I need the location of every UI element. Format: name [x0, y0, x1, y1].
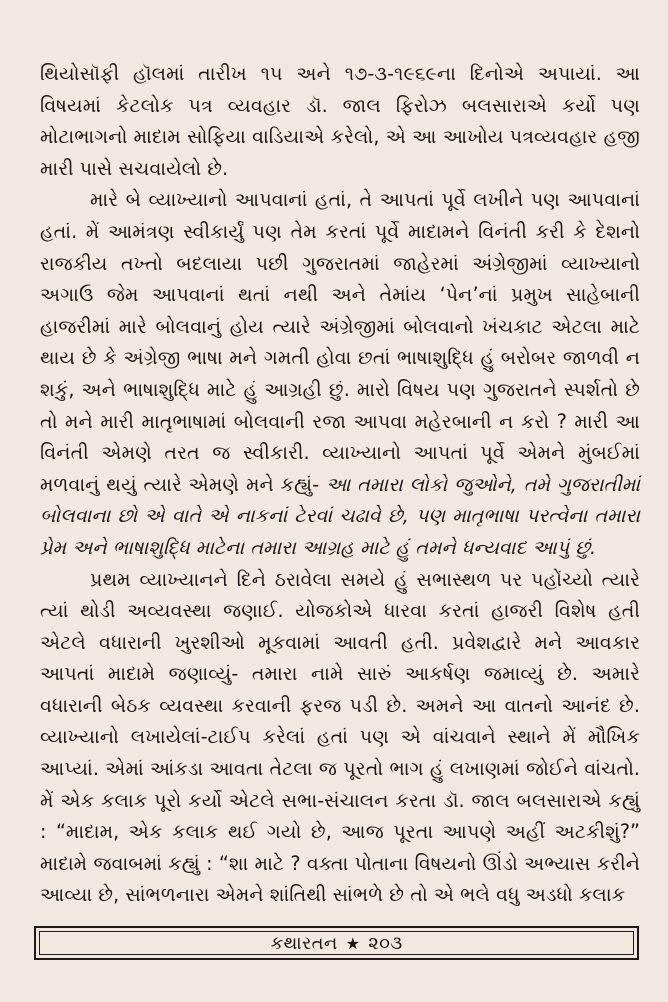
paragraph-2-text: મારે બે વ્યાખ્યાનો આપવાનાં હતાં, તે આપતાં પૂર્વે લખીને પણ આપવાનાં હતાં. મેં આમંત્રણ સ્વીકાર્યું પણ તેમ કરતાં પૂર્વે માદામને વિનંતી કરી કે દેશનો રાજકીય તખ્તો બદલાયા પછી ગુજરાતમાં જાહેરમાં અંગ્રેજીમાં વ્યાખ્યાનો અગાઉ જેમ આપવાનાં થતાં નથી અને તેમાંય ‘પેન’નાં પ્રમુખ સાહેબાની હાજરીમાં મારે બોલવાનું હોય ત્યારે અંગ્રેજીમાં બોલવાનો ખંચકાટ એટલા માટે થાય છે કે અંગ્રેજી ભાષા મને ગમતી હોવા છતાં ભાષાશુદ્ધિ હું બરોબર જાળવી ન શકું, અને ભાષાશુદ્ધિ માટે હું આગ્રહી છું. મારો વિષય પણ ગુજરાતને સ્પર્શતો છે તો મને મારી માતૃભાષામાં બોલવાની રજા આપવા મહેરબાની ન કરો ? મારી આ વિનંતી એમણે તરત જ સ્વીકારી. વ્યાખ્યાનો આપતાં પૂર્વે એમને મુંબઈમાં મળવાનું થયું ત્યારે એમણે મને કહ્યું- [40, 188, 640, 496]
page-footer [34, 926, 639, 960]
paragraph-1-text: થિયોસૉફી હૉલમાં તારીખ ૧૫ અને ૧૭-૩-૧૯૬૯ના દિનોએ અપાયાં. આ વિષયમાં કેટલોક પત્ર વ્યવહાર ડૉ. જાલ ફિરોઝ બલસારાએ કર્યો પણ મોટાભાગનો માદામ સોફિયા વાડિયાએ કરેલો, એ આ આખોય પત્રવ્યવહાર હજી મારી પાસે સચવાયેલો છે. [40, 62, 640, 180]
star-icon: ★ [345, 933, 361, 953]
paragraph-2-quote: આ તમારા લોકો જુઓને, તમે ગુજરાતીમાં બોલવાના છો એ વાતે એ નાકનાં ટેરવાં ચઢાવે છે, પણ માતૃભાષા પરત્વેના તમારા પ્રેમ અને ભાષાશુદ્ધિ માટેના તમારા આગ્રહ માટે હું તમને ધન્યવાદ આપું છું. [40, 472, 641, 559]
footer-book-title: કથારતન [270, 932, 338, 954]
paragraph-3 [40, 564, 640, 912]
paragraph-2 [40, 184, 640, 563]
footer-inner-box [39, 931, 634, 955]
page-body-text [40, 58, 640, 911]
paragraph-3-text: પ્રથમ વ્યાખ્યાનને દિને ઠરાવેલા સમયે હું સભાસ્થળ પર પહોંચ્યો ત્યારે ત્યાં થોડી અવ્યવસ્થા જણાઈ. યોજકોએ ધારવા કરતાં હાજરી વિશેષ હતી એટલે વધારાની ખુરશીઓ મૂકવામાં આવતી હતી. પ્રવેશદ્વારે મને આવકાર આપતાં માદામે જણાવ્યું- તમારા નામે સારું આકર્ષણ જમાવ્યું છે. અમારે વધારાની બેઠક વ્યવસ્થા કરવાની ફરજ પડી છે. અમને આ વાતનો આનંદ છે. વ્યાખ્યાનો લખાયેલાં-ટાઈપ કરેલાં હતાં પણ એ વાંચવાને સ્થાને મેં મૌખિક આપ્યાં. એમાં આંકડા આવતા તેટલા જ પૂરતો ભાગ હું લખાણમાં જોઈને વાંચતો. મેં એક કલાક પૂરો કર્યો એટલે સભા-સંચાલન કરતા ડૉ. જાલ બલસારાએ કહ્યું : “માદામ, એક કલાક થઈ ગયો છે, આજ પૂરતા આપણે અહીં અટકીશું?” માદામે જવાબમાં કહ્યું : “શા માટે ? વક્તા પોતાના વિષયનો ઊંડો અભ્યાસ કરીને આવ્યા છે, સાંભળનારા એમને શાંતિથી સાંભળે છે તો એ ભલે વધુ અડધો કલાક [40, 567, 640, 907]
footer-page-number: ૨૦૩ [368, 932, 403, 954]
paragraph-1 [40, 58, 640, 184]
